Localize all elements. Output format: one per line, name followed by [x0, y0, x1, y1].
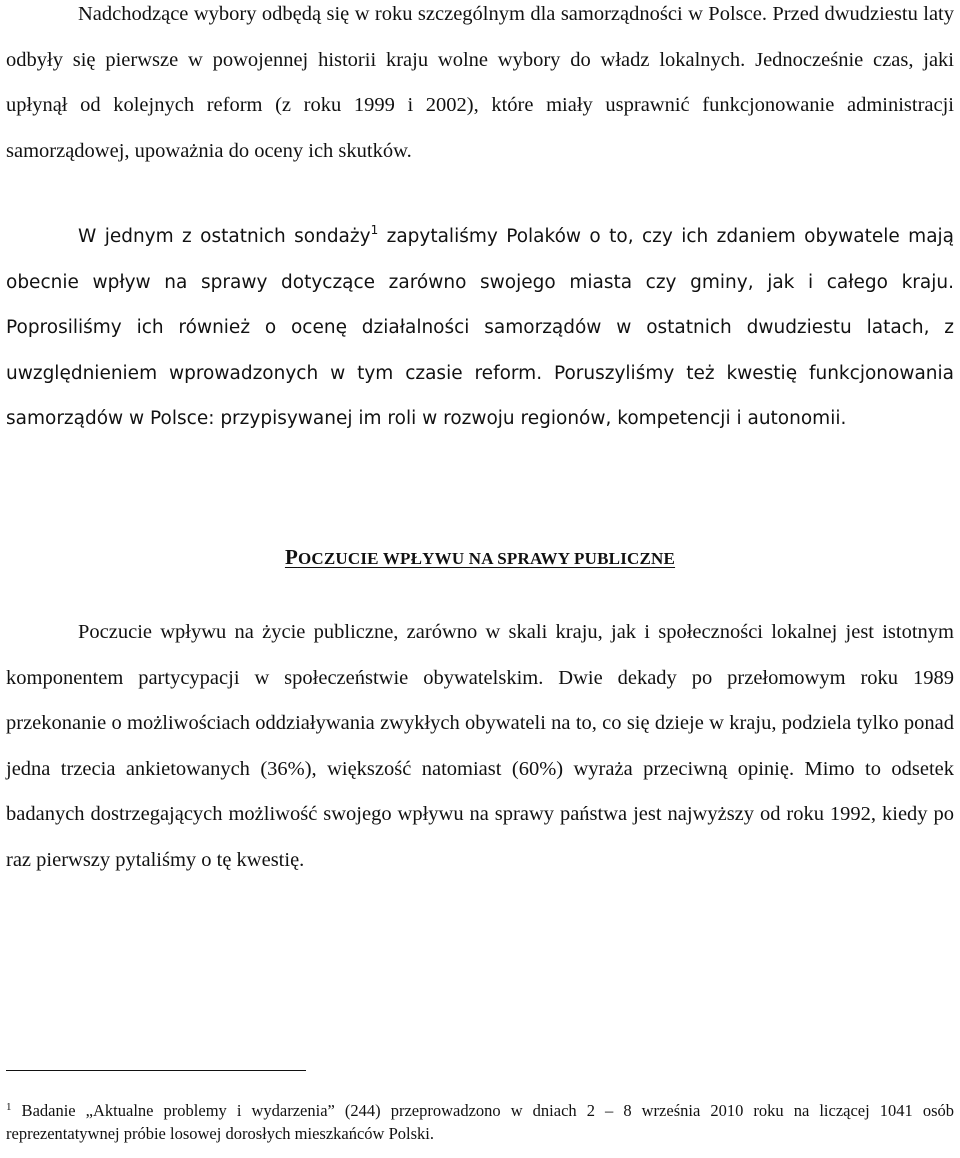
footnote-reference: 1: [370, 223, 379, 237]
section-heading: [6, 545, 954, 570]
paragraph-influence: Poczucie wpływu na życie publiczne, zarówno w skali kraju, jak i społeczności lokalnej jest istotnym komponentem partycypacji w społeczeństwie obywatelskim. Dwie dekady po przełomowym roku 1989 przekonanie o możliwościach oddziaływania zwykłych obywateli na to, co się dzieje w kraju, podziela tylko ponad jedna trzecia ankietowanych (36%), większość natomiast (60%) wyraża przeciwną opinię. Mimo to odsetek badanych dostrzegających możliwość swojego wpływu na sprawy państwa jest najwyższy od roku 1992, kiedy po raz pierwszy pytaliśmy o tę kwestię.: [6, 621, 954, 871]
footnote-number: 1: [6, 1101, 12, 1113]
section-heading-initial: P: [284, 545, 298, 569]
paragraph-intro: Nadchodzące wybory odbędą się w roku szczególnym dla samorządności w Polsce. Przed dwudziestu laty odbyły się pierwsze w powojennej historii kraju wolne wybory do władz lokalnych. Jednocześnie czas, jaki upłynął od kolejnych reform (z roku 1999 i 2002), które miały usprawnić funkcjonowanie administracji samorządowej, upoważnia do oceny ich skutków.: [6, 3, 954, 162]
paragraph-survey-text-end: zapytaliśmy Polaków o to, czy ich zdaniem obywatele mają obecnie wpływ na sprawy dotyczące zarówno swojego miasta czy gminy, jak i całego kraju. Poprosiliśmy ich również o ocenę działalności samorządów w ostatnich dwudziestu latach, z uwzględnieniem wprowadzonych w tym czasie reform. Poruszyliśmy też kwestię funkcjonowania samorządów w Polsce: przypisywanej im roli w rozwoju regionów, kompetencji i autonomii.: [6, 226, 955, 429]
footnote-text: Badanie „Aktualne problemy i wydarzenia” (244) przeprowadzono w dniach 2 – 8 września 2010 roku na liczącej 1041 osób reprezentatywnej próbie losowej dorosłych mieszkańców Polski.: [6, 1101, 954, 1143]
section-heading-rest: OCZUCIE WPŁYWU NA SPRAWY PUBLICZNE: [297, 549, 676, 568]
paragraph-survey: [6, 214, 954, 442]
footnote-separator: [6, 1070, 306, 1071]
paragraph-survey-text-start: W jednym z ostatnich sondaży: [78, 226, 371, 247]
footnote: [6, 1099, 954, 1145]
